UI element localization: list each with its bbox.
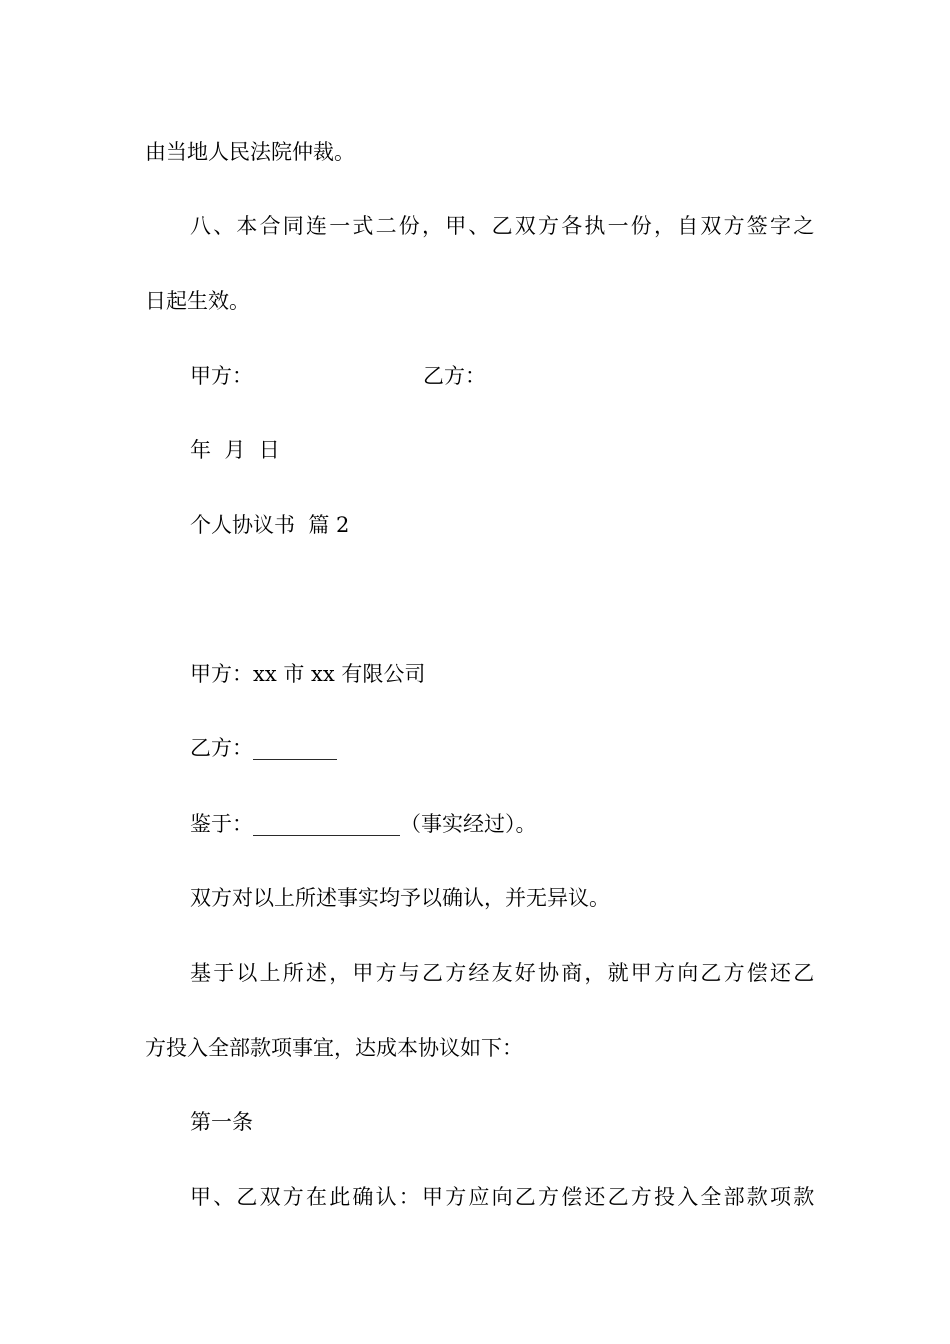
section-title: 个人协议书 篇 2 [190, 513, 350, 537]
text-line: 日起生效。 [145, 289, 250, 313]
text-line: 方投入全部款项事宜，达成本协议如下： [145, 1036, 523, 1060]
whereas-line: 鉴于：______________（事实经过）。 [190, 812, 537, 836]
party-a-label: 甲方： [190, 364, 253, 388]
party-b-label: 乙方： [423, 364, 486, 388]
text-line: 八、本合同连一式二份，甲、乙双方各执一份，自双方签字之 [190, 214, 817, 238]
article-heading: 第一条 [190, 1110, 253, 1134]
text-line: 双方对以上所述事实均予以确认，并无异议。 [190, 886, 610, 910]
text-line: 由当地人民法院仲裁。 [145, 140, 355, 164]
party-a-line: 甲方：xx 市 xx 有限公司 [190, 662, 426, 686]
signature-line [190, 363, 486, 389]
text-line: 基于以上所述，甲方与乙方经友好协商，就甲方向乙方偿还乙 [190, 961, 817, 985]
text-line: 甲、乙双方在此确认：甲方应向乙方偿还乙方投入全部款项款 [190, 1185, 817, 1209]
party-b-line: 乙方：________ [190, 736, 337, 760]
date-line: 年 月 日 [190, 438, 280, 462]
